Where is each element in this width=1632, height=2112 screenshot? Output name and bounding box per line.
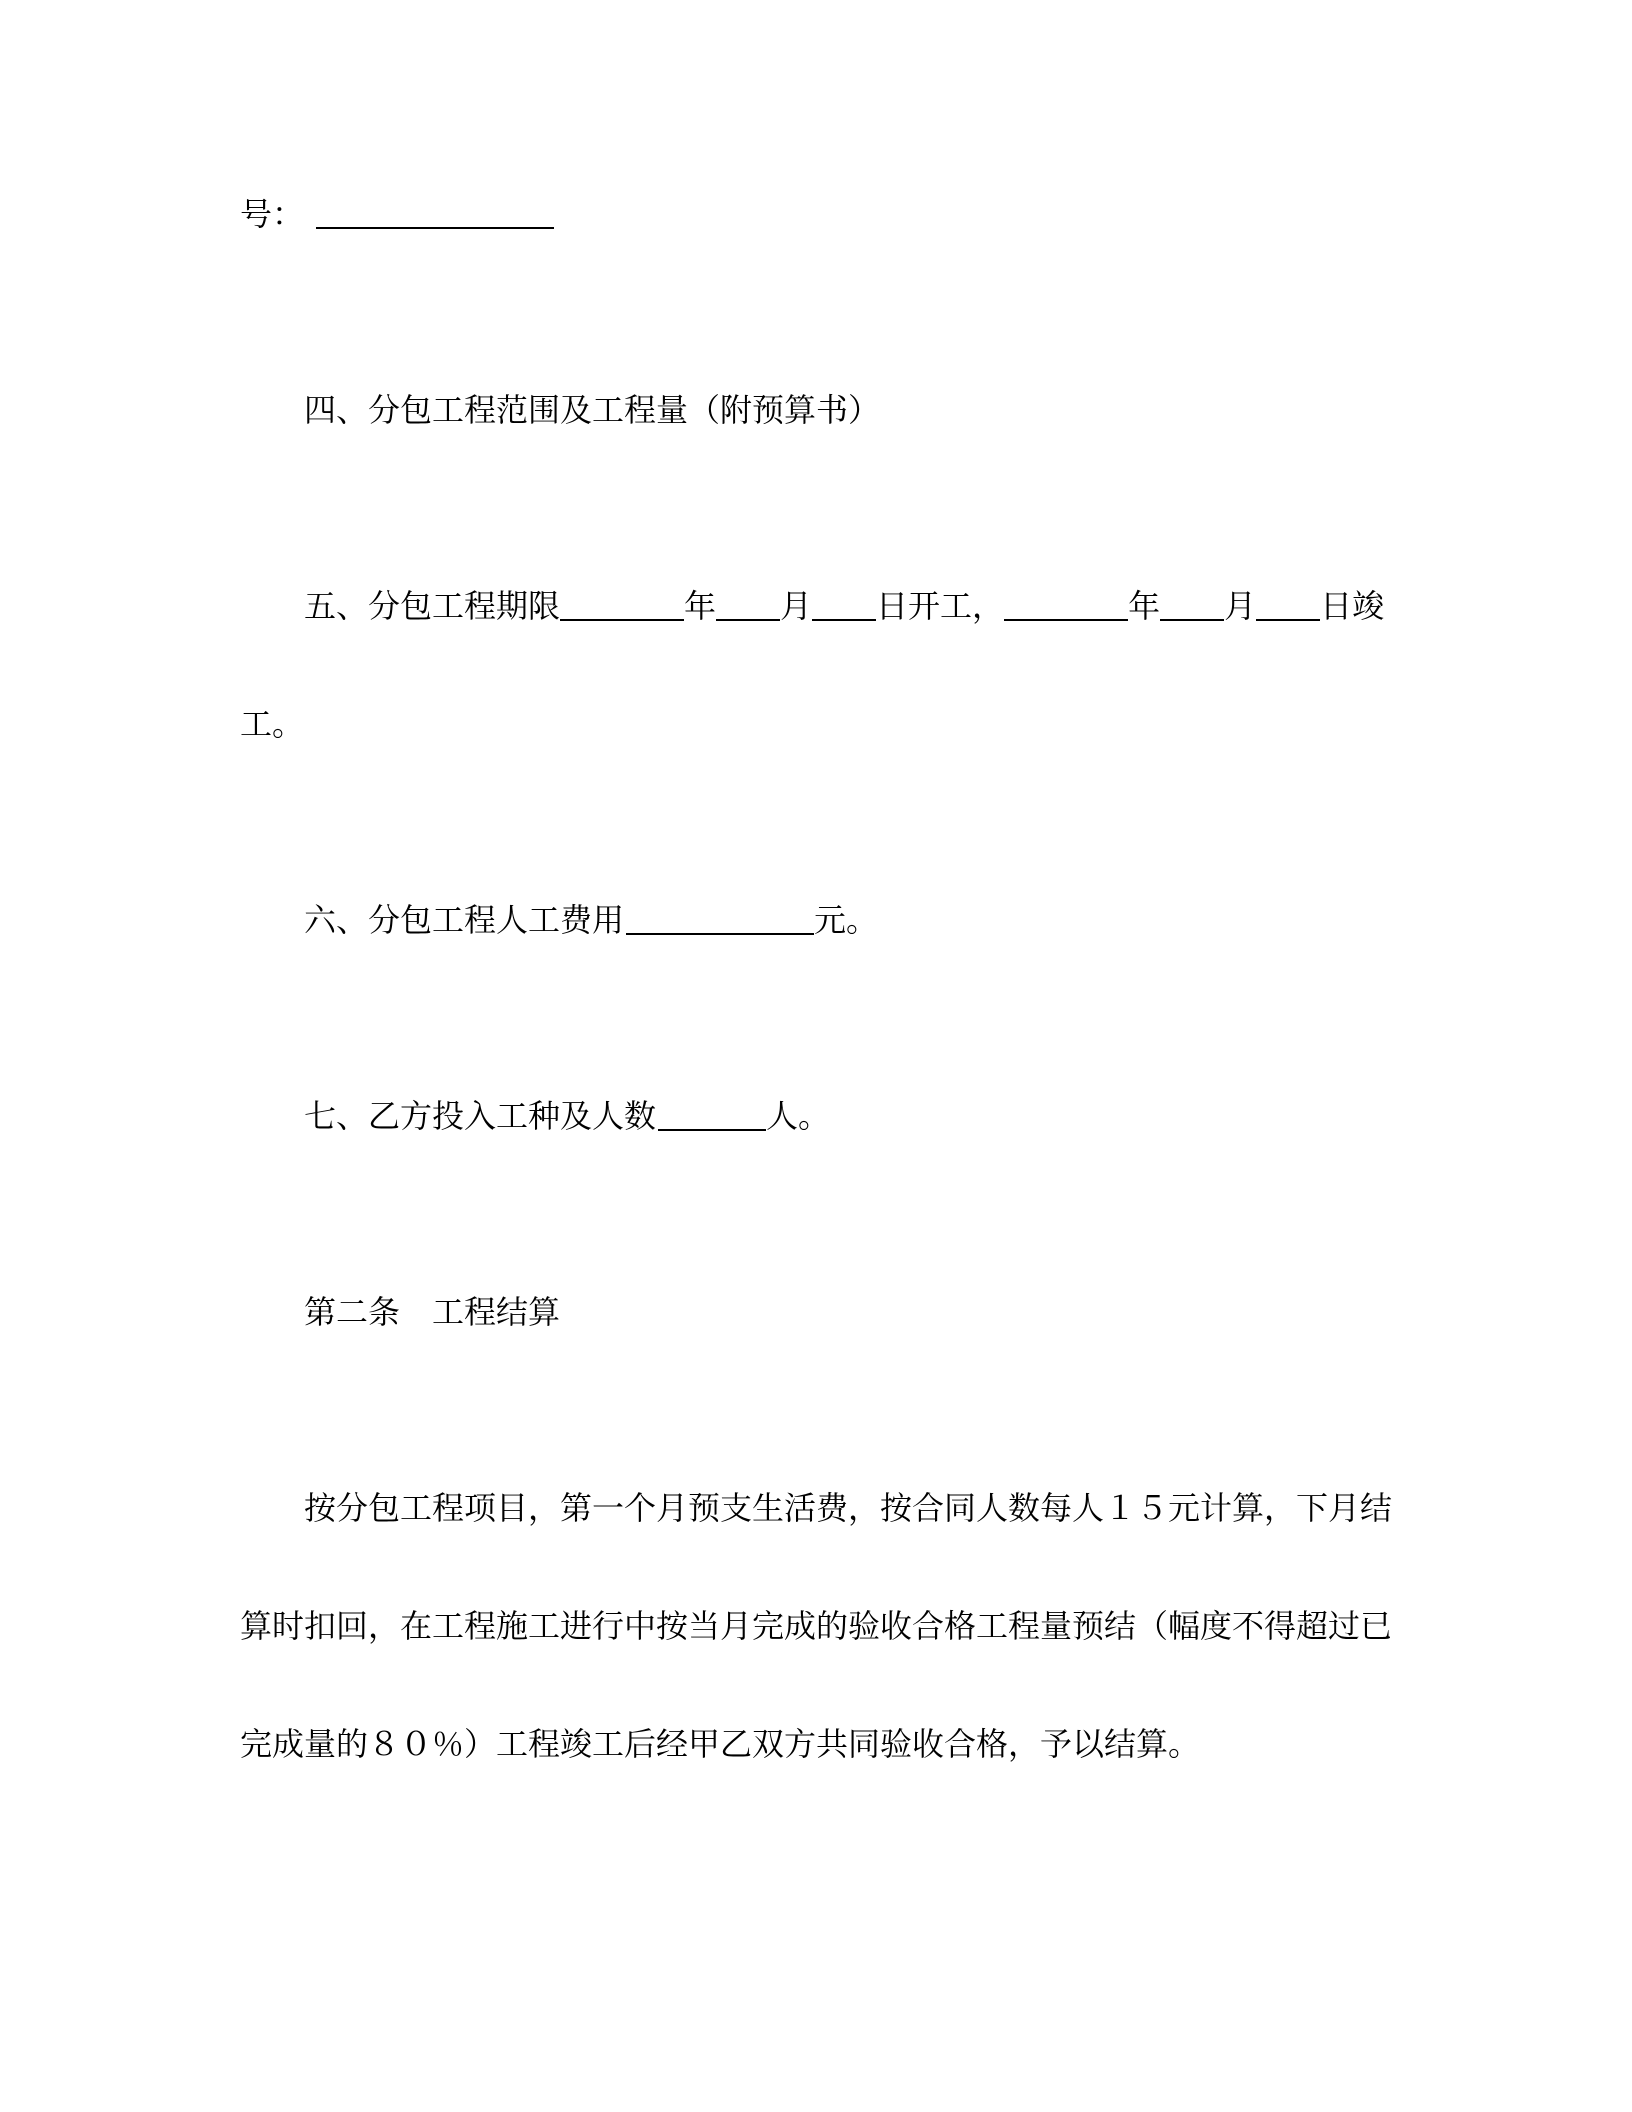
- end-day-label: 日竣: [1320, 587, 1385, 625]
- start-year-label: 年: [684, 587, 717, 625]
- worker-count-blank: [658, 1099, 766, 1131]
- item-4-scope: [304, 390, 880, 430]
- end-day-blank: [1256, 589, 1320, 621]
- settlement-paragraph-line-1: [304, 1488, 1393, 1528]
- settlement-paragraph-line-2: [240, 1606, 1393, 1646]
- number-line: [240, 194, 554, 234]
- number-blank: [316, 197, 554, 229]
- item-6-prefix: 六、分包工程人工费用: [304, 901, 625, 939]
- settlement-line-3-text: 完成量的８０％）工程竣工后经甲乙双方共同验收合格，予以结算。: [240, 1725, 1201, 1763]
- start-month-blank: [716, 589, 780, 621]
- end-year-label: 年: [1128, 587, 1161, 625]
- start-day-label: 日开工，: [876, 587, 1005, 625]
- item-5-continuation: [240, 704, 304, 744]
- item-7-suffix: 人。: [766, 1097, 831, 1135]
- item-5-continuation-text: 工。: [240, 705, 305, 743]
- item-5-prefix: 五、分包工程期限: [304, 587, 561, 625]
- item-6-labor-cost: [304, 900, 878, 940]
- item-7-workers: [304, 1096, 830, 1136]
- article-2-heading: [304, 1292, 560, 1332]
- labor-cost-blank: [626, 903, 814, 935]
- item-6-suffix: 元。: [814, 901, 879, 939]
- settlement-paragraph-line-3: [240, 1724, 1200, 1764]
- start-day-blank: [812, 589, 876, 621]
- end-month-label: 月: [1224, 587, 1257, 625]
- start-month-label: 月: [780, 587, 813, 625]
- item-5-period: [304, 586, 1384, 626]
- item-7-prefix: 七、乙方投入工种及人数: [304, 1097, 657, 1135]
- end-year-blank: [1004, 589, 1128, 621]
- start-year-blank: [560, 589, 684, 621]
- item-4-text: 四、分包工程范围及工程量（附预算书）: [304, 391, 881, 429]
- article-2-heading-text: 第二条 工程结算: [304, 1293, 561, 1331]
- settlement-line-2-text: 算时扣回，在工程施工进行中按当月完成的验收合格工程量预结（幅度不得超过已: [240, 1607, 1393, 1645]
- end-month-blank: [1160, 589, 1224, 621]
- number-label: 号：: [240, 195, 305, 233]
- settlement-line-1-text: 按分包工程项目，第一个月预支生活费，按合同人数每人１５元计算，下月结: [304, 1489, 1393, 1527]
